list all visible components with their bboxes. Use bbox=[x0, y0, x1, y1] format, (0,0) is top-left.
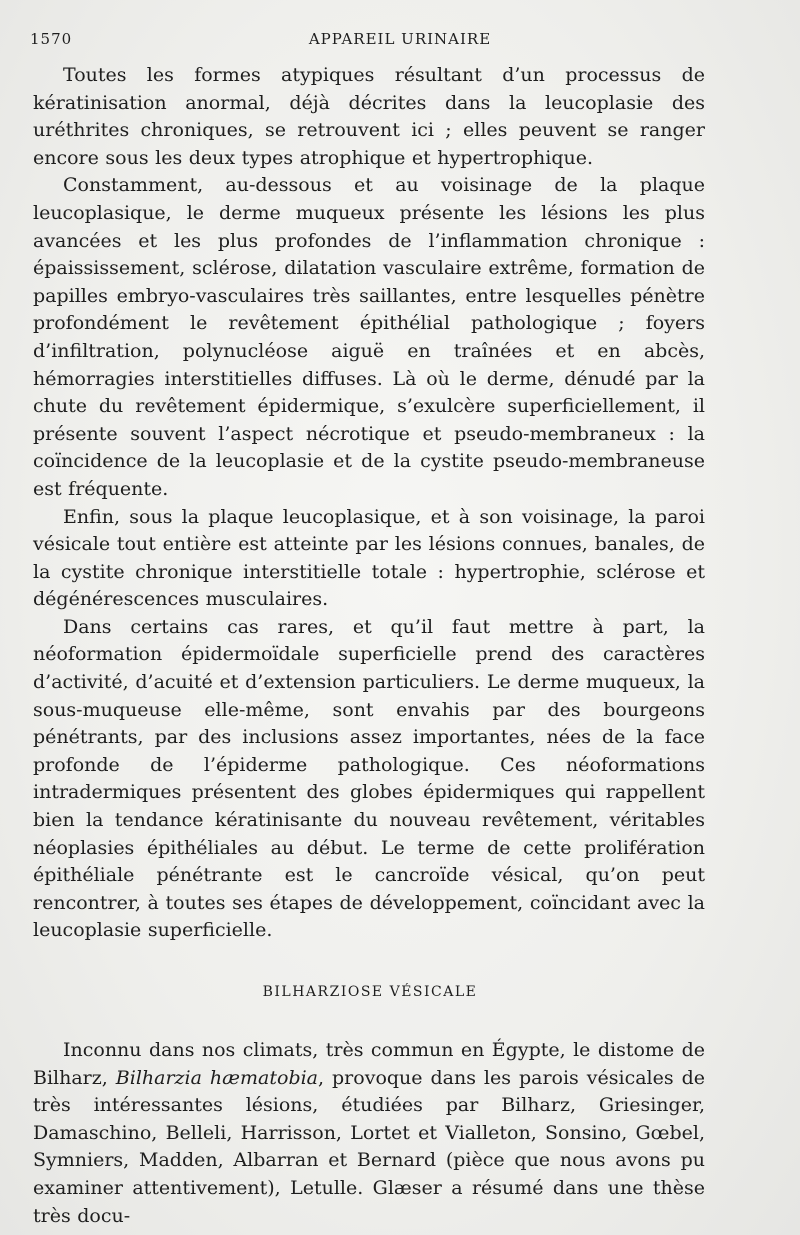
running-head bbox=[30, 28, 770, 52]
paragraph-bilharziasis bbox=[33, 1037, 705, 1230]
species-name: Bilharzia hæmatobia bbox=[115, 1066, 319, 1089]
section-heading: BILHARZIOSE VÉSICALE bbox=[262, 984, 478, 1000]
paragraph-atypical-forms: Toutes les formes atypiques résultant d’un processus de kératinisation anormal, déjà décrites dans la leucoplasie des uréthrites chroniques, se retrouvent ici ; elles peuvent se ranger encore sous les deux types atrophique et hypertrophique. bbox=[33, 64, 705, 169]
running-head-title: APPAREIL URINAIRE bbox=[308, 30, 492, 48]
main-text bbox=[33, 62, 705, 945]
bilharziasis-text-end: , provoque dans les parois vésicales de très intéressantes lésions, étudiées par Bilharz, Griesinger, Damaschino, Belleli, Harrisson, Lortet et Vialleton, Sonsino, Gœbel, Symniers, Madden, Albarran et Bernard (pièce que nous avons pu examiner attentivement), Letulle. Glæser a résumé dans une thèse très docu- bbox=[33, 1066, 705, 1227]
bilharziasis-text-start: Inconnu dans nos climats, très commun en Égypte, le distome de Bilharz, bbox=[33, 1039, 705, 1089]
section-text bbox=[33, 1037, 705, 1230]
paragraph-rare-cases: Dans certains cas rares, et qu’il faut mettre à part, la néoformation épidermoïdale superficielle prend des caractères d’activité, d’acuité et d’extension particuliers. Le derme muqueux, la sous-muqueuse elle-même, sont envahis par des bourgeons pénétrants, par des inclusions assez importantes, nées de la face profonde de l’épiderme pathologique. Ces néoformations intradermiques présentent des globes épidermiques qui rappellent bien la tendance kératinisante du nouveau revêtement, véritables néoplasies épithéliales au début. Le terme de cette prolifération épithéliale pénétrante est le cancroïde vésical, qu’on peut rencontrer, à toutes ses étapes de développement, coïncidant avec la leucoplasie superficielle. bbox=[33, 615, 705, 942]
page-number: 1570 bbox=[30, 30, 73, 48]
paragraph-vesical-wall: Enfin, sous la plaque leucoplasique, et à son voisinage, la paroi vésicale tout entière est atteinte par les lésions connues, banales, de la cystite chronique interstitielle totale : hypertrophie, sclérose et dégénérescences musculaires. bbox=[33, 505, 705, 611]
paragraph-dermal-lesions: Constamment, au-dessous et au voisinage de la plaque leucoplasique, le derme muqueux présente les lésions les plus avancées et les plus profondes de l’inflammation chronique : épaississement, sclérose, dilatation vasculaire extrême, formation de papilles embryo-vasculaires très saillantes, entre lesquelles pénètre profondément le revêtement épithélial pathologique ; foyers d’infiltration, polynucléose aiguë en traînées et en abcès, hémorragies interstitielles diffuses. Là où le derme, dénudé par la chute du revêtement épidermique, s’exulcère superficiellement, il présente souvent l’aspect nécrotique et pseudo-membraneux : la coïncidence de la leucoplasie et de la cystite pseudo-membraneuse est fréquente. bbox=[33, 174, 705, 500]
